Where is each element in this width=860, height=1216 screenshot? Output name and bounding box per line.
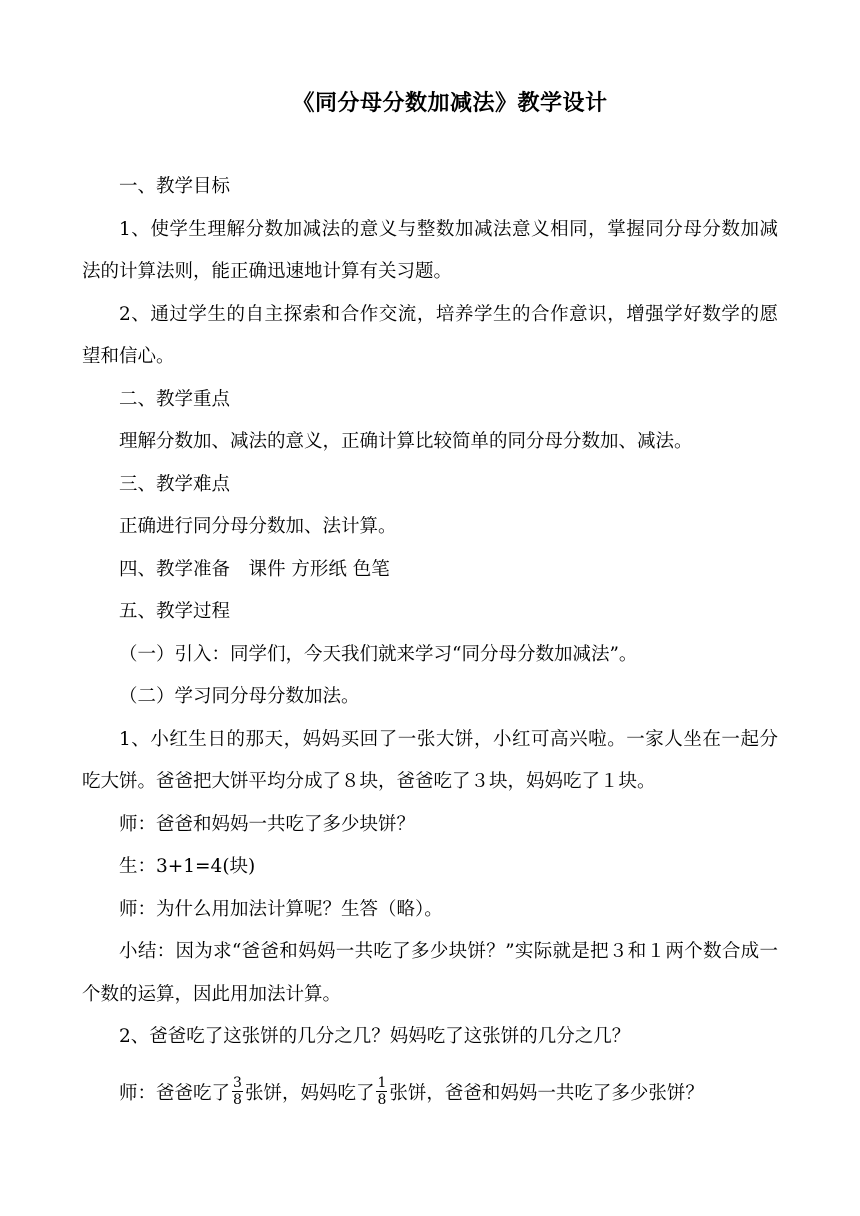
fraction-three-eighths [232, 1075, 243, 1108]
preparation-text: 四、教学准备 课件 方形纸 色笔 [119, 558, 390, 580]
process-intro: （一）引入：同学们，今天我们就来学习“同分母分数加减法”。 [119, 643, 638, 665]
document-title: 《同分母分数加减法》教学设计 [292, 90, 608, 116]
objective-1: 1、使学生理解分数加减法的意义与整数加减法意义相同，掌握同分母分数加减法的计算法则，能正确迅速地计算有关习题。 [82, 218, 778, 282]
summary-paragraph: 小结：因为求“爸爸和妈妈一共吃了多少块饼？”实际就是把３和１两个数合成一个数的运算，因此用加法计算。 [82, 941, 778, 1005]
heading-difficulties: 三、教学难点 [119, 473, 231, 495]
fraction-question-part3: 张饼，爸爸和妈妈一共吃了多少张饼？ [389, 1082, 704, 1104]
process-learn-addition: （二）学习同分母分数加法。 [119, 686, 360, 707]
heading-objectives: 一、教学目标 [119, 176, 231, 197]
objective-2: 2、通过学生的自主探索和合作交流，培养学生的合作意识，增强学好数学的愿望和信心。 [82, 303, 778, 367]
fraction-denominator: 8 [233, 1092, 242, 1108]
fraction-one-eighth [376, 1075, 387, 1108]
story-paragraph: 1、小红生日的那天，妈妈买回了一张大饼，小红可高兴啦。一家人坐在一起分吃大饼。爸爸把大饼平均分成了８块，爸爸吃了３块，妈妈吃了１块。 [82, 728, 778, 792]
document-body [82, 166, 778, 1115]
fraction-question-part1: 师：爸爸吃了 [119, 1082, 231, 1104]
fraction-denominator: 8 [377, 1092, 387, 1108]
teacher-question-1: 师：爸爸和妈妈一共吃了多少块饼？ [119, 813, 416, 835]
fraction-numerator: 3 [233, 1075, 242, 1091]
heading-key-points: 二、教学重点 [119, 388, 231, 410]
key-points-text: 理解分数加、减法的意义，正确计算比较简单的同分母分数加、减法。 [119, 431, 693, 452]
fraction-numerator: 1 [377, 1075, 387, 1091]
difficulties-text: 正确进行同分母分数加、法计算。 [119, 516, 397, 537]
fraction-question-line [82, 1073, 778, 1115]
question-fractions: 2、爸爸吃了这张饼的几分之几？妈妈吃了这张饼的几分之几？ [119, 1026, 631, 1047]
student-answer-1: 生：3+1=4(块) [119, 856, 256, 877]
teacher-question-2: 师：为什么用加法计算呢？生答（略）。 [119, 898, 443, 920]
fraction-question-part2: 张饼，妈妈吃了 [244, 1082, 375, 1104]
heading-process: 五、教学过程 [119, 601, 231, 622]
